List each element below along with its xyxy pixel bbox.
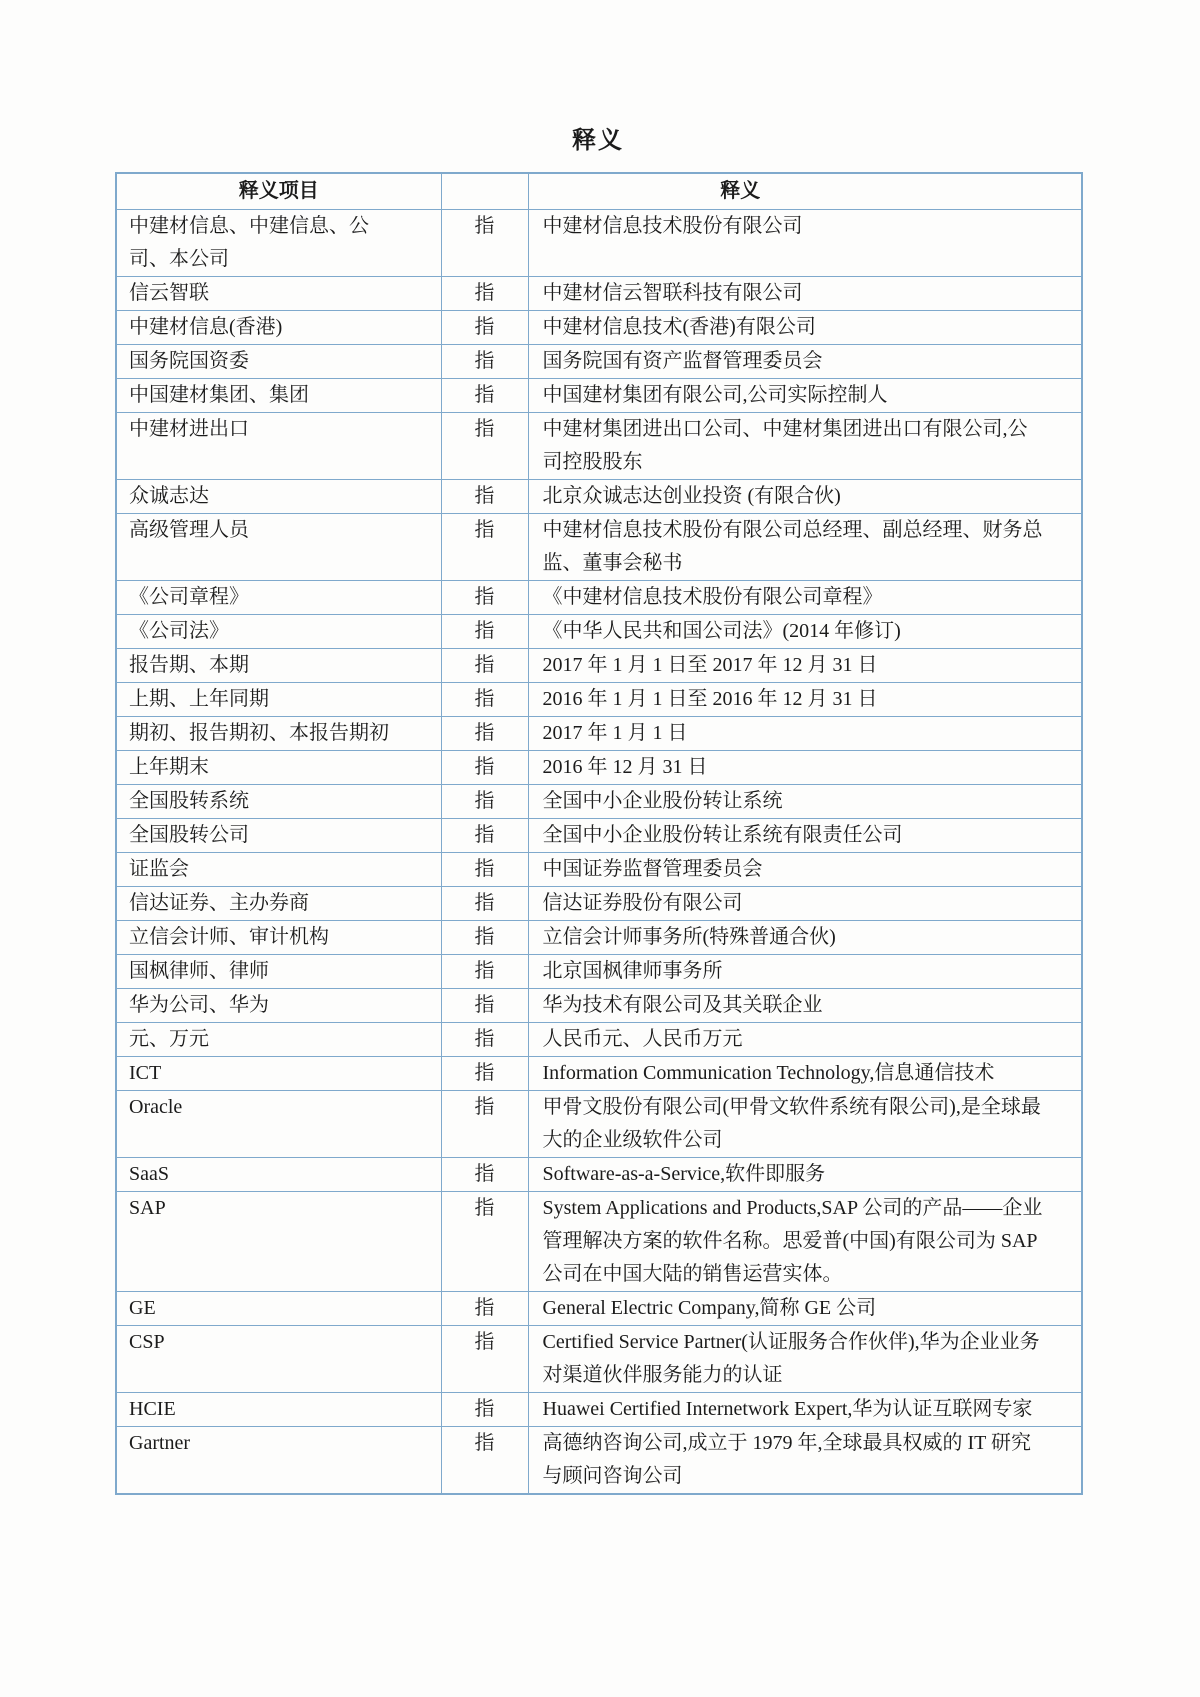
table-row <box>116 1057 1082 1091</box>
table-row <box>116 1427 1082 1495</box>
zhi-cell: 指 <box>441 379 528 413</box>
definition-cell: 2016 年 1 月 1 日至 2016 年 12 月 31 日 <box>528 683 1082 717</box>
term-cell: 中国建材集团、集团 <box>116 379 441 413</box>
definition-cell: 2017 年 1 月 1 日至 2017 年 12 月 31 日 <box>528 649 1082 683</box>
zhi-cell: 指 <box>441 683 528 717</box>
zhi-cell: 指 <box>441 1192 528 1292</box>
definition-cell: 中建材信息技术(香港)有限公司 <box>528 311 1082 345</box>
zhi-cell: 指 <box>441 649 528 683</box>
term-cell: 立信会计师、审计机构 <box>116 921 441 955</box>
definition-cell: 全国中小企业股份转让系统有限责任公司 <box>528 819 1082 853</box>
definition-cell: 北京国枫律师事务所 <box>528 955 1082 989</box>
definition-cell: 立信会计师事务所(特殊普通合伙) <box>528 921 1082 955</box>
zhi-cell: 指 <box>441 955 528 989</box>
zhi-cell: 指 <box>441 413 528 480</box>
page-title: 释义 <box>572 128 624 154</box>
definition-cell: 全国中小企业股份转让系统 <box>528 785 1082 819</box>
term-cell: 全国股转公司 <box>116 819 441 853</box>
term-cell: 中建材信息(香港) <box>116 311 441 345</box>
definition-cell: 中国建材集团有限公司,公司实际控制人 <box>528 379 1082 413</box>
table-row <box>116 1292 1082 1326</box>
table-row <box>116 1393 1082 1427</box>
zhi-cell: 指 <box>441 1023 528 1057</box>
table-row <box>116 785 1082 819</box>
term-cell: 华为公司、华为 <box>116 989 441 1023</box>
term-cell: SAP <box>116 1192 441 1292</box>
zhi-cell: 指 <box>441 1292 528 1326</box>
definition-cell: Huawei Certified Internetwork Expert,华为认证互联网专家 <box>528 1393 1082 1427</box>
term-cell: CSP <box>116 1326 441 1393</box>
definition-cell: 华为技术有限公司及其关联企业 <box>528 989 1082 1023</box>
table-row <box>116 615 1082 649</box>
zhi-cell: 指 <box>441 1091 528 1158</box>
definition-cell: System Applications and Products,SAP 公司的产品——企业管理解决方案的软件名称。思爱普(中国)有限公司为 SAP 公司在中国大陆的销售运营实体。 <box>528 1192 1082 1292</box>
term-cell: Oracle <box>116 1091 441 1158</box>
table-row <box>116 955 1082 989</box>
table-row <box>116 1158 1082 1192</box>
definition-cell: 信达证券股份有限公司 <box>528 887 1082 921</box>
term-cell: 《公司法》 <box>116 615 441 649</box>
zhi-cell: 指 <box>441 311 528 345</box>
table-row <box>116 717 1082 751</box>
table-row <box>116 210 1082 277</box>
zhi-cell: 指 <box>441 1393 528 1427</box>
term-cell: 上期、上年同期 <box>116 683 441 717</box>
term-cell: 众诚志达 <box>116 480 441 514</box>
table-header-row <box>116 173 1082 210</box>
table-row <box>116 277 1082 311</box>
term-cell: 中建材信息、中建信息、公司、本公司 <box>116 210 441 277</box>
zhi-cell: 指 <box>441 819 528 853</box>
zhi-cell: 指 <box>441 717 528 751</box>
table-row <box>116 683 1082 717</box>
zhi-cell: 指 <box>441 1158 528 1192</box>
zhi-cell: 指 <box>441 210 528 277</box>
definition-cell: Information Communication Technology,信息通信技术 <box>528 1057 1082 1091</box>
definition-cell: 中国证券监督管理委员会 <box>528 853 1082 887</box>
definitions-table <box>115 172 1083 1495</box>
term-cell: HCIE <box>116 1393 441 1427</box>
table-row <box>116 1023 1082 1057</box>
definition-cell: Software-as-a-Service,软件即服务 <box>528 1158 1082 1192</box>
definition-cell: 2017 年 1 月 1 日 <box>528 717 1082 751</box>
term-cell: ICT <box>116 1057 441 1091</box>
table-row <box>116 1326 1082 1393</box>
definition-cell: 甲骨文股份有限公司(甲骨文软件系统有限公司),是全球最大的企业级软件公司 <box>528 1091 1082 1158</box>
term-cell: Gartner <box>116 1427 441 1495</box>
zhi-cell: 指 <box>441 514 528 581</box>
term-cell: SaaS <box>116 1158 441 1192</box>
definition-cell: 《中建材信息技术股份有限公司章程》 <box>528 581 1082 615</box>
zhi-cell: 指 <box>441 345 528 379</box>
definition-cell: 中建材集团进出口公司、中建材集团进出口有限公司,公司控股股东 <box>528 413 1082 480</box>
term-column-header: 释义项目 <box>116 173 441 210</box>
term-cell: 信云智联 <box>116 277 441 311</box>
zhi-cell: 指 <box>441 581 528 615</box>
table-row <box>116 480 1082 514</box>
definition-cell: General Electric Company,简称 GE 公司 <box>528 1292 1082 1326</box>
table-row <box>116 853 1082 887</box>
term-cell: 元、万元 <box>116 1023 441 1057</box>
term-cell: 证监会 <box>116 853 441 887</box>
zhi-cell: 指 <box>441 921 528 955</box>
blank-column-header <box>441 173 528 210</box>
definition-cell: 北京众诚志达创业投资 (有限合伙) <box>528 480 1082 514</box>
zhi-cell: 指 <box>441 277 528 311</box>
definition-cell: 高德纳咨询公司,成立于 1979 年,全球最具权威的 IT 研究与顾问咨询公司 <box>528 1427 1082 1495</box>
definition-cell: 2016 年 12 月 31 日 <box>528 751 1082 785</box>
term-cell: 信达证券、主办券商 <box>116 887 441 921</box>
table-row <box>116 989 1082 1023</box>
term-cell: 中建材进出口 <box>116 413 441 480</box>
table-row <box>116 514 1082 581</box>
term-cell: 上年期末 <box>116 751 441 785</box>
table-row <box>116 379 1082 413</box>
table-row <box>116 921 1082 955</box>
term-cell: 全国股转系统 <box>116 785 441 819</box>
table-row <box>116 345 1082 379</box>
definition-cell: 中建材信息技术股份有限公司 <box>528 210 1082 277</box>
definition-cell: 《中华人民共和国公司法》(2014 年修订) <box>528 615 1082 649</box>
zhi-cell: 指 <box>441 1057 528 1091</box>
zhi-cell: 指 <box>441 785 528 819</box>
zhi-cell: 指 <box>441 853 528 887</box>
table-row <box>116 413 1082 480</box>
term-cell: 国枫律师、律师 <box>116 955 441 989</box>
term-cell: 期初、报告期初、本报告期初 <box>116 717 441 751</box>
table-row <box>116 581 1082 615</box>
definition-cell: Certified Service Partner(认证服务合作伙伴),华为企业业务对渠道伙伴服务能力的认证 <box>528 1326 1082 1393</box>
table-row <box>116 819 1082 853</box>
table-row <box>116 751 1082 785</box>
table-row <box>116 649 1082 683</box>
table-row <box>116 1091 1082 1158</box>
zhi-cell: 指 <box>441 887 528 921</box>
term-cell: GE <box>116 1292 441 1326</box>
table-row <box>116 311 1082 345</box>
definition-cell: 中建材信息技术股份有限公司总经理、副总经理、财务总监、董事会秘书 <box>528 514 1082 581</box>
zhi-cell: 指 <box>441 751 528 785</box>
zhi-cell: 指 <box>441 480 528 514</box>
table-row <box>116 1192 1082 1292</box>
term-cell: 高级管理人员 <box>116 514 441 581</box>
term-cell: 《公司章程》 <box>116 581 441 615</box>
zhi-cell: 指 <box>441 1326 528 1393</box>
zhi-cell: 指 <box>441 615 528 649</box>
zhi-cell: 指 <box>441 989 528 1023</box>
definition-cell: 中建材信云智联科技有限公司 <box>528 277 1082 311</box>
term-cell: 报告期、本期 <box>116 649 441 683</box>
table-row <box>116 887 1082 921</box>
term-cell: 国务院国资委 <box>116 345 441 379</box>
definition-cell: 人民币元、人民币万元 <box>528 1023 1082 1057</box>
definition-column-header: 释义 <box>528 173 1082 210</box>
zhi-cell: 指 <box>441 1427 528 1495</box>
definition-cell: 国务院国有资产监督管理委员会 <box>528 345 1082 379</box>
